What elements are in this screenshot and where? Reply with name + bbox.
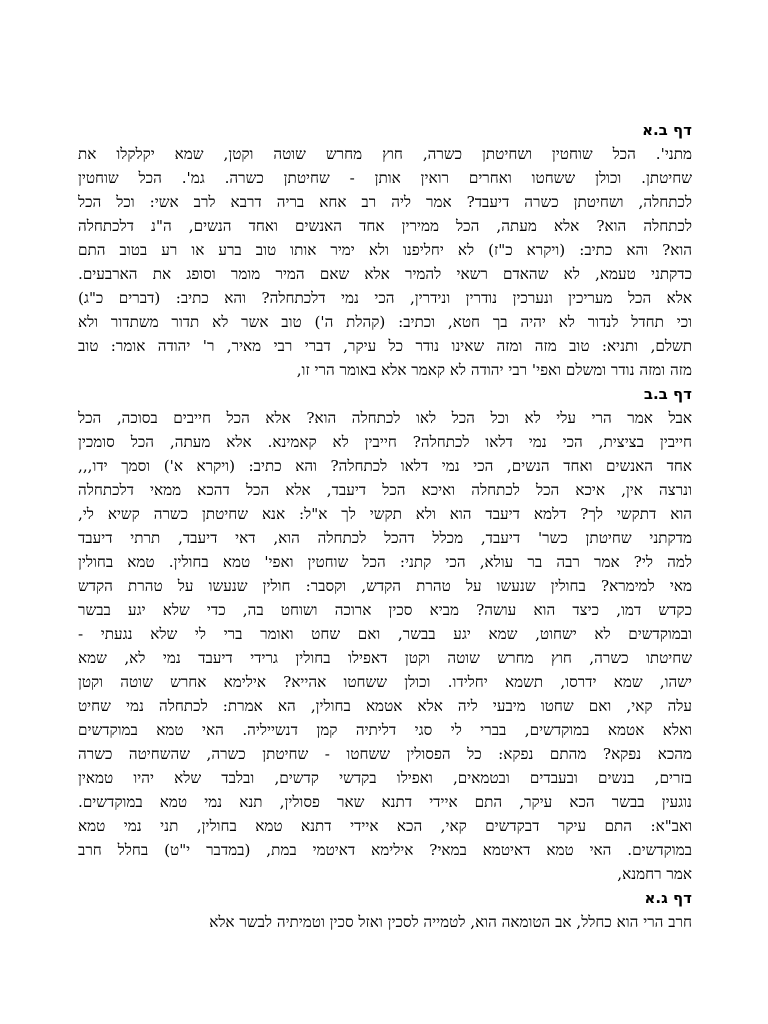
- text-line: נוגעין בבשר הכא עיקר, התם איידי דתנא שאר פסולין, תנא נמי טמא במוקדשים.: [78, 793, 692, 811]
- page-section-heading: דף ב.ב: [643, 385, 692, 403]
- text-line: מתני'. הכל שוחטין ושחיטתן כשרה, חוץ מחרש שוטה וקטן, שמא יקלקלו את: [78, 145, 692, 163]
- text-line: ישהו, שמא ידרסו, תשמא יחלידו. וכולן ששחטו אהייא? אילימא אחרש שוטה וקטן: [78, 673, 692, 691]
- page-section-heading: דף ג.א: [644, 889, 692, 907]
- text-line: מזה ומזה נודר ומשלם ואפי' רבי יהודה לא קאמר אלא באומר הרי זו,: [296, 361, 692, 379]
- text-line: אבל אמר הרי עלי לא וכל הכל לאו לכתחלה הוא? אלא הכל חייבים בסוכה, הכל: [78, 409, 692, 427]
- text-line: מדקתני שחיטתן כשר' דיעבד, מכלל דהכל לכתחלה הוא, דאי דיעבד, תרתי דיעבד: [78, 529, 692, 547]
- text-line: בזרים, בנשים ובעבדים ובטמאים, ואפילו בקדשי קדשים, ובלבד שלא יהיו טמאין: [78, 769, 692, 787]
- text-line: למה לי? אמר רבה בר עולא, הכי קתני: הכל שוחטין ואפי' טמא בחולין. טמא בחולין: [78, 553, 692, 571]
- text-line: הוא דתקשי לך? דלמא דיעבד הוא ולא תקשי לך א"ל: אנא שחיטתן כשרה קשיא לי,: [78, 505, 692, 523]
- text-line: שחיטתו כשרה, חוץ מחרש שוטה וקטן דאפילו בחולין גרידי דיעבד נמי לא, שמא: [78, 649, 692, 667]
- text-line: חרב הרי הוא כחלל, אב הטומאה הוא, לטמייה לסכין ואזל סכין וטמיתיה לבשר אלא: [209, 913, 692, 931]
- text-line: לכתחלה, ושחיטתן כשרה דיעבד? אמר ליה רב אחא בריה דרבא לרב אשי: וכל הכל: [78, 193, 692, 211]
- text-line: אלא הכל מעריכין ונערכין נודרין ונידרין, הכי נמי דלכתחלה? והא כתיב: (דברים כ"ג): [78, 289, 692, 307]
- document-page: [78, 118, 692, 934]
- text-line: אחד האנשים ואחד הנשים, הכי נמי דלאו לכתחלה? והא כתיב: (ויקרא א') וסמך ידו,,,: [78, 457, 692, 475]
- text-line: עלה קאי, ואם שחטו מיבעי ליה אלא אטמא בחולין, הא אמרת: לכתחלה נמי שחיט: [78, 697, 692, 715]
- text-line: ואלא אטמא במוקדשים, בברי לי סגי דליתיה קמן דנשייליה. האי טמא במוקדשים: [78, 721, 692, 739]
- text-line: וכי תחדל לנדור לא יהיה בך חטא, וכתיב: (קהלת ה') טוב אשר לא תדור משתדור ולא: [78, 313, 692, 331]
- text-line: ובמוקדשים לא ישחוט, שמא יגע בבשר, ואם שחט ואומר ברי לי שלא נגעתי -: [78, 625, 692, 643]
- text-paragraph: [78, 142, 692, 382]
- text-line: אמר רחמנא,: [617, 865, 692, 883]
- text-line: תשלם, ותניא: טוב מזה ומזה שאינו נודר כל עיקר, דברי רבי מאיר, ר' יהודה אומר: טוב: [78, 337, 692, 355]
- text-line: כקדש דמו, כיצד הוא עושה? מביא סכין ארוכה ושוחט בה, כדי שלא יגע בבשר: [78, 601, 692, 619]
- text-line: כדקתני טעמא, לא שהאדם רשאי להמיר אלא שאם המיר מומר וסופג את הארבעים.: [78, 265, 692, 283]
- text-line: מהכא נפקא? מהתם נפקא: כל הפסולין ששחטו - שחיטתן כשרה, שהשחיטה כשרה: [78, 745, 692, 763]
- text-line: הוא? והא כתיב: (ויקרא כ"ז) לא יחליפנו ולא ימיר אותו טוב ברע או רע בטוב התם: [78, 241, 692, 259]
- text-line: ואב"א: התם עיקר דבקדשים קאי, הכא איידי דתנא טמא בחולין, תני נמי טמא: [78, 817, 692, 835]
- text-paragraph: [78, 406, 692, 886]
- text-paragraph: [78, 910, 692, 934]
- text-line: במוקדשים. האי טמא דאיטמא במאי? אילימא דאיטמי במת, (במדבר י"ט) בחלל חרב: [78, 841, 692, 859]
- text-line: לכתחלה הוא? אלא מעתה, הכל ממירין אחד האנשים ואחד הנשים, ה"נ דלכתחלה: [78, 217, 692, 235]
- text-line: שחיטתן. וכולן ששחטו ואחרים רואין אותן - שחיטתן כשרה. גמ'. הכל שוחטין: [78, 169, 692, 187]
- document-body: [78, 118, 692, 934]
- page-section-heading: דף ב.א: [642, 121, 692, 139]
- text-line: ונרצה אין, איכא הכל לכתחלה ואיכא הכל דיעבד, אלא הכל דהכא ממאי דלכתחלה: [78, 481, 692, 499]
- text-line: מאי למימרא? בחולין שנעשו על טהרת הקדש, וקסבר: חולין שנעשו על טהרת הקדש: [78, 577, 692, 595]
- text-line: חייבין בציצית, הכי נמי דלאו לכתחלה? חייבין לא קאמינא. אלא מעתה, הכל סומכין: [78, 433, 692, 451]
